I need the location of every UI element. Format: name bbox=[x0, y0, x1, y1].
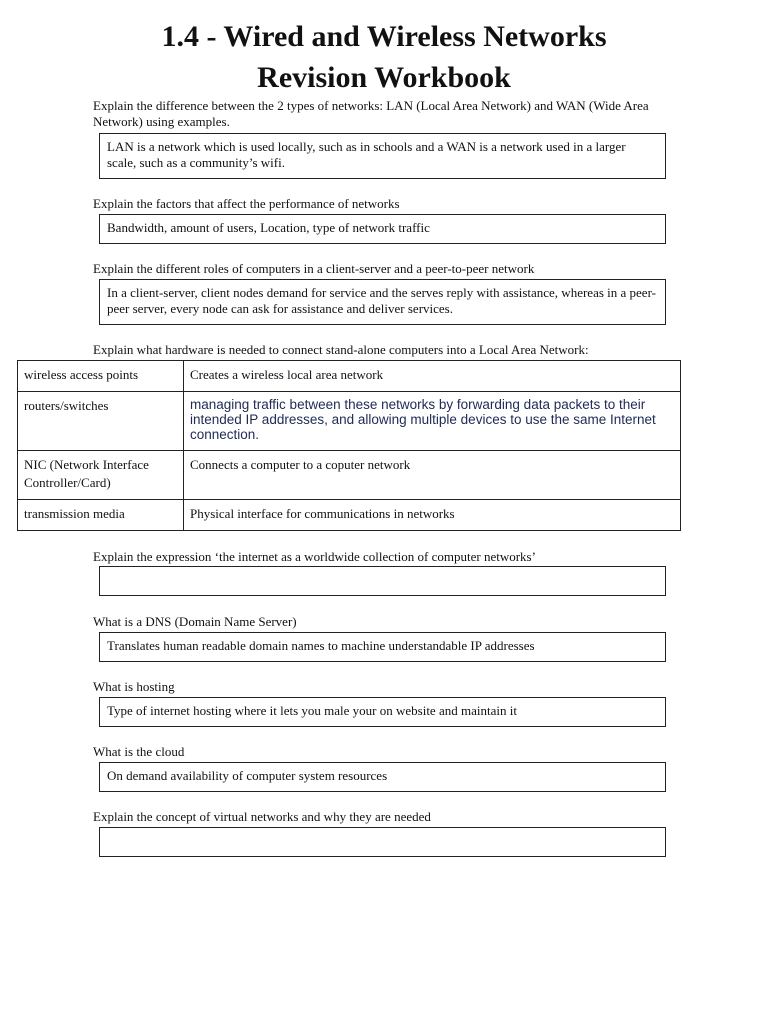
question-5: Explain the expression ‘the internet as a worldwide collection of computer networks’ bbox=[93, 549, 536, 564]
title-line-1: 1.4 - Wired and Wireless Networks bbox=[161, 20, 607, 53]
hardware-item[interactable]: transmission media bbox=[18, 500, 184, 531]
answer-box-7[interactable]: Type of internet hosting where it lets you male your on website and maintain it bbox=[99, 697, 666, 727]
table-row bbox=[18, 392, 681, 451]
question-8: What is the cloud bbox=[93, 744, 185, 759]
page-title bbox=[0, 16, 768, 98]
hardware-item[interactable]: wireless access points bbox=[18, 361, 184, 392]
answer-box-2[interactable]: Bandwidth, amount of users, Location, type of network traffic bbox=[99, 214, 666, 244]
hardware-description[interactable]: Connects a computer to a coputer network bbox=[184, 451, 681, 500]
question-9: Explain the concept of virtual networks and why they are needed bbox=[93, 809, 431, 824]
answer-box-6[interactable]: Translates human readable domain names to machine understandable IP addresses bbox=[99, 632, 666, 662]
answer-box-9[interactable] bbox=[99, 827, 666, 857]
question-7: What is hosting bbox=[93, 679, 175, 694]
table-row bbox=[18, 361, 681, 392]
hardware-item[interactable]: routers/switches bbox=[18, 392, 184, 451]
hardware-item[interactable]: NIC (Network Interface Controller/Card) bbox=[18, 451, 184, 500]
hardware-description[interactable]: managing traffic between these networks by forwarding data packets to their intended IP addresses, and allowing multiple devices to use the same Internet connection. bbox=[184, 392, 681, 451]
title-line-2: Revision Workbook bbox=[257, 61, 511, 94]
answer-box-1[interactable]: LAN is a network which is used locally, such as in schools and a WAN is a network used in a larger scale, such as a community’s wifi. bbox=[99, 133, 666, 179]
hardware-description[interactable]: Creates a wireless local area network bbox=[184, 361, 681, 392]
answer-box-8[interactable]: On demand availability of computer system resources bbox=[99, 762, 666, 792]
table-row bbox=[18, 451, 681, 500]
question-6: What is a DNS (Domain Name Server) bbox=[93, 614, 297, 629]
answer-box-5[interactable] bbox=[99, 566, 666, 596]
question-2: Explain the factors that affect the performance of networks bbox=[93, 196, 400, 211]
answer-box-3[interactable]: In a client-server, client nodes demand for service and the serves reply with assistance, whereas in a peer-peer server, every node can ask for assistance and deliver services. bbox=[99, 279, 666, 325]
question-1: Explain the difference between the 2 types of networks: LAN (Local Area Network) and WAN (Wide Area Network) using examples. bbox=[93, 98, 649, 129]
hardware-table bbox=[17, 360, 681, 531]
question-3: Explain the different roles of computers in a client-server and a peer-to-peer network bbox=[93, 261, 535, 276]
question-4: Explain what hardware is needed to connect stand-alone computers into a Local Area Network: bbox=[93, 342, 589, 357]
table-row bbox=[18, 500, 681, 531]
hardware-description[interactable]: Physical interface for communications in networks bbox=[184, 500, 681, 531]
